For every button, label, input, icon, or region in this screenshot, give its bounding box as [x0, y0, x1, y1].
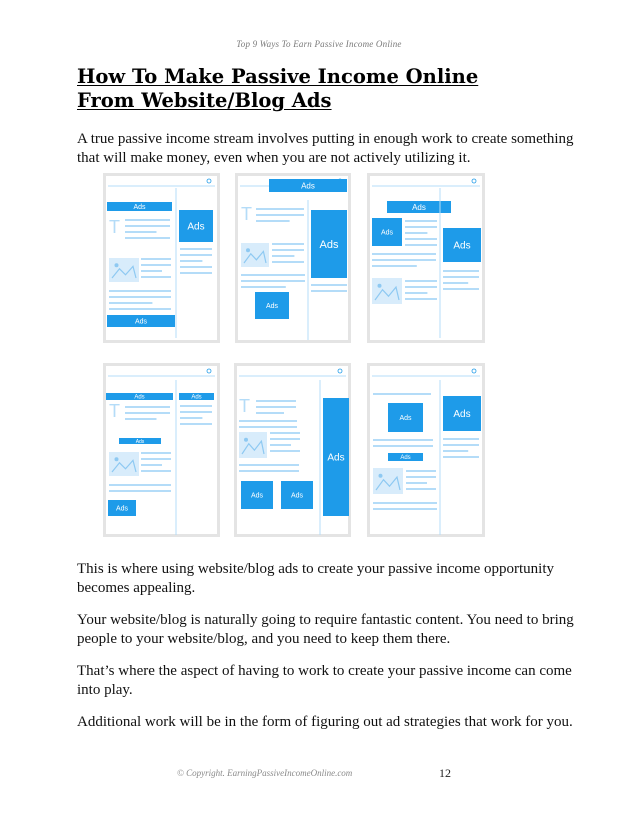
text-line — [270, 432, 300, 434]
text-line — [372, 253, 436, 255]
text-line — [272, 249, 304, 251]
text-line — [241, 286, 286, 288]
text-line — [405, 244, 437, 246]
page-footer — [0, 768, 638, 782]
text-line — [406, 482, 427, 484]
text-line — [405, 238, 437, 240]
text-line — [109, 490, 171, 492]
text-line — [180, 272, 212, 274]
section-title-line-2: From Website/Blog Ads — [77, 89, 332, 112]
text-line — [270, 450, 300, 452]
text-line — [141, 458, 171, 460]
text-line — [141, 470, 171, 472]
text-line — [141, 264, 171, 266]
text-line — [180, 417, 202, 419]
text-line — [241, 280, 305, 282]
text-line — [256, 220, 290, 222]
text-line — [405, 286, 437, 288]
text-line — [406, 470, 436, 472]
ad-label: Ads — [191, 394, 202, 401]
text-line — [109, 296, 171, 298]
text-line — [256, 214, 304, 216]
ad-label: Ads — [400, 455, 411, 462]
text-line — [372, 265, 417, 267]
layout-mockup-4 — [105, 365, 219, 536]
ad-label: Ads — [134, 394, 145, 401]
text-line — [180, 266, 212, 268]
text-line — [239, 426, 297, 428]
text-line — [443, 444, 479, 446]
text-line — [405, 232, 427, 234]
text-line — [125, 418, 157, 420]
text-line — [125, 237, 170, 239]
ad-label: Ads — [453, 240, 471, 252]
text-line — [270, 444, 291, 446]
text-line — [405, 220, 437, 222]
text-line — [443, 270, 479, 272]
ad-label: Ads — [327, 452, 345, 464]
section-title-line-1: How To Make Passive Income Online — [77, 65, 479, 88]
text-line — [373, 502, 437, 504]
ad-label: Ads — [134, 318, 148, 326]
text-line — [443, 282, 468, 284]
paragraph-content: Your website/blog is naturally going to require fantastic content. You need to bring people to your website/blog, and you need to keep them there. — [77, 612, 574, 647]
image-sun — [244, 438, 248, 442]
layout-mockup-5 — [236, 365, 350, 536]
text-line — [125, 406, 170, 408]
layout-mockup-6 — [369, 365, 484, 536]
ad-label: Ads — [290, 492, 304, 500]
image-sun — [379, 474, 383, 478]
text-line — [443, 456, 479, 458]
text-line — [180, 248, 212, 250]
paragraph-ad-strategies: Additional work will be in the form of figuring out ad strategies that work for you. — [77, 714, 573, 730]
text-line — [141, 452, 171, 454]
layout-mockup-3 — [369, 175, 484, 342]
text-line — [241, 274, 305, 276]
heading-glyph: T — [241, 204, 252, 224]
ad-label: Ads — [319, 238, 339, 251]
paragraph-work: That’s where the aspect of having to work to create your passive income can come into play. — [77, 663, 572, 698]
text-line — [373, 439, 433, 441]
image-sun — [115, 263, 119, 267]
text-line — [141, 258, 171, 260]
text-line — [109, 308, 171, 310]
text-line — [405, 292, 427, 294]
text-line — [125, 225, 170, 227]
text-line — [109, 290, 171, 292]
text-line — [125, 219, 170, 221]
section-title — [77, 65, 577, 113]
layout-mockup-2 — [237, 175, 350, 342]
text-line — [239, 470, 299, 472]
text-line — [405, 226, 437, 228]
text-line — [180, 411, 212, 413]
running-header: Top 9 Ways To Earn Passive Income Online — [236, 39, 402, 49]
ad-label: Ads — [265, 303, 279, 311]
text-line — [256, 406, 296, 408]
text-line — [109, 484, 171, 486]
copyright-notice: © Copyright. EarningPassiveIncomeOnline.com — [177, 768, 353, 778]
text-line — [373, 445, 433, 447]
image-sun — [246, 248, 250, 252]
text-line — [125, 412, 170, 414]
text-line — [406, 488, 436, 490]
image-placeholder — [239, 432, 267, 458]
text-line — [443, 288, 479, 290]
intro-paragraph: A true passive income stream involves putting in enough work to create something that will make money, even when you are not actively utilizing it. — [77, 131, 574, 166]
text-line — [311, 290, 347, 292]
text-line — [272, 255, 294, 257]
text-line — [443, 438, 479, 440]
text-line — [180, 260, 202, 262]
text-line — [311, 284, 347, 286]
text-line — [180, 405, 212, 407]
page-number: 12 — [439, 766, 451, 780]
ad-label: Ads — [133, 204, 146, 212]
ad-layouts-graphic — [101, 170, 487, 540]
text-line — [141, 464, 162, 466]
text-line — [405, 280, 437, 282]
text-line — [406, 476, 436, 478]
text-line — [239, 420, 297, 422]
text-line — [180, 254, 212, 256]
text-line — [372, 259, 436, 261]
heading-glyph: T — [109, 401, 120, 421]
heading-glyph: T — [109, 217, 120, 237]
text-line — [373, 508, 437, 510]
text-line — [270, 438, 300, 440]
text-line — [141, 270, 162, 272]
text-line — [443, 450, 468, 452]
ad-label: Ads — [412, 202, 426, 212]
ad-label: Ads — [301, 181, 315, 191]
ad-label: Ads — [250, 492, 264, 500]
text-line — [109, 302, 152, 304]
text-line — [141, 276, 171, 278]
image-sun — [115, 457, 119, 461]
heading-glyph: T — [239, 396, 250, 416]
text-line — [256, 400, 296, 402]
ad-label: Ads — [115, 505, 129, 513]
text-line — [405, 298, 437, 300]
layout-mockup-1 — [105, 175, 219, 342]
ad-label: Ads — [187, 221, 205, 233]
website-ads-illustration — [101, 170, 487, 540]
ad-label: Ads — [453, 409, 471, 421]
text-line — [272, 243, 304, 245]
text-line — [373, 393, 431, 395]
text-line — [256, 208, 304, 210]
text-line — [272, 261, 304, 263]
text-line — [180, 423, 212, 425]
ad-label: Ads — [399, 415, 412, 423]
ad-label: Ads — [380, 229, 394, 237]
text-line — [256, 412, 284, 414]
text-line — [443, 276, 479, 278]
text-line — [239, 464, 299, 466]
text-line — [125, 231, 157, 233]
paragraph-ads-appealing: This is where using website/blog ads to create your passive income opportunity becomes appealing. — [77, 561, 554, 596]
image-sun — [378, 284, 382, 288]
ad-label: Ads — [135, 438, 145, 445]
